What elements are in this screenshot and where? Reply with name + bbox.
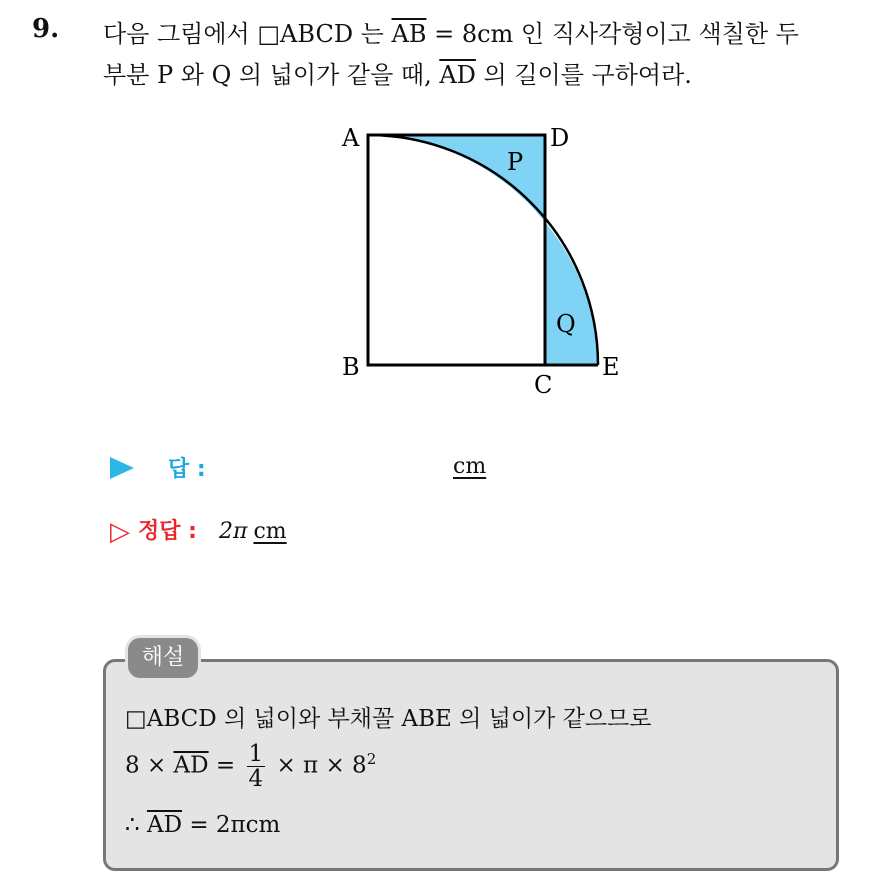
- segment-ad: $\overline{AD}$: [173, 752, 209, 779]
- label-c: C: [534, 371, 553, 399]
- solution-line-1: □ABCD 의 넓이와 부채꼴 ABE 의 넓이가 같으므로: [125, 706, 652, 732]
- outline-triangle-icon: ▷: [110, 517, 130, 547]
- therefore-symbol: ∴: [125, 812, 147, 838]
- shaded-region-q: [545, 222, 598, 365]
- label-p: P: [507, 148, 524, 176]
- question-number: 9.: [32, 14, 60, 44]
- label-b: B: [342, 353, 360, 381]
- segment-ab: $\overline{AB}$: [391, 20, 427, 48]
- question-text-part: 다음 그림에서 □ABCD 는: [103, 20, 392, 48]
- solution-text-part: =: [208, 752, 243, 779]
- question-text-part: = 8cm 인 직사각형이고 색칠한 두: [426, 20, 799, 48]
- question-text-line-2: [103, 55, 692, 90]
- label-q: Q: [556, 310, 576, 338]
- correct-answer-value: 2π: [218, 519, 248, 544]
- answer-row: [110, 452, 487, 483]
- fraction-denominator: 4: [248, 766, 264, 793]
- play-triangle-icon: [110, 457, 134, 479]
- segment-ad: $\overline{AD}$: [439, 61, 476, 89]
- answer-label: 답 :: [168, 457, 206, 482]
- solution-tab: 해설: [128, 638, 198, 678]
- solution-text-part: 8 ×: [125, 752, 174, 779]
- correct-answer-label: 정답 :: [138, 519, 197, 544]
- solution-text-part: × π × 8: [269, 752, 367, 779]
- segment-ad: $\overline{AD}$: [146, 812, 183, 838]
- geometry-figure: [330, 118, 640, 408]
- question-text-part: 부분 P 와 Q 의 넓이가 같을 때,: [103, 61, 440, 89]
- fraction-numerator: 1: [248, 741, 264, 767]
- correct-answer-row: [110, 514, 287, 547]
- answer-unit: cm: [453, 454, 487, 479]
- label-a: A: [342, 124, 360, 152]
- label-d: D: [550, 124, 570, 152]
- fraction-one-quarter: [247, 742, 266, 791]
- solution-line-3: [125, 812, 280, 838]
- solution-text-part: = 2πcm: [182, 812, 281, 838]
- solution-line-2: [125, 742, 376, 791]
- label-e: E: [602, 353, 620, 381]
- question-text-line-1: [103, 14, 799, 49]
- correct-answer-unit: cm: [253, 519, 287, 544]
- question-text-part: 의 길이를 구하여라.: [475, 61, 692, 89]
- exponent: 2: [366, 749, 377, 768]
